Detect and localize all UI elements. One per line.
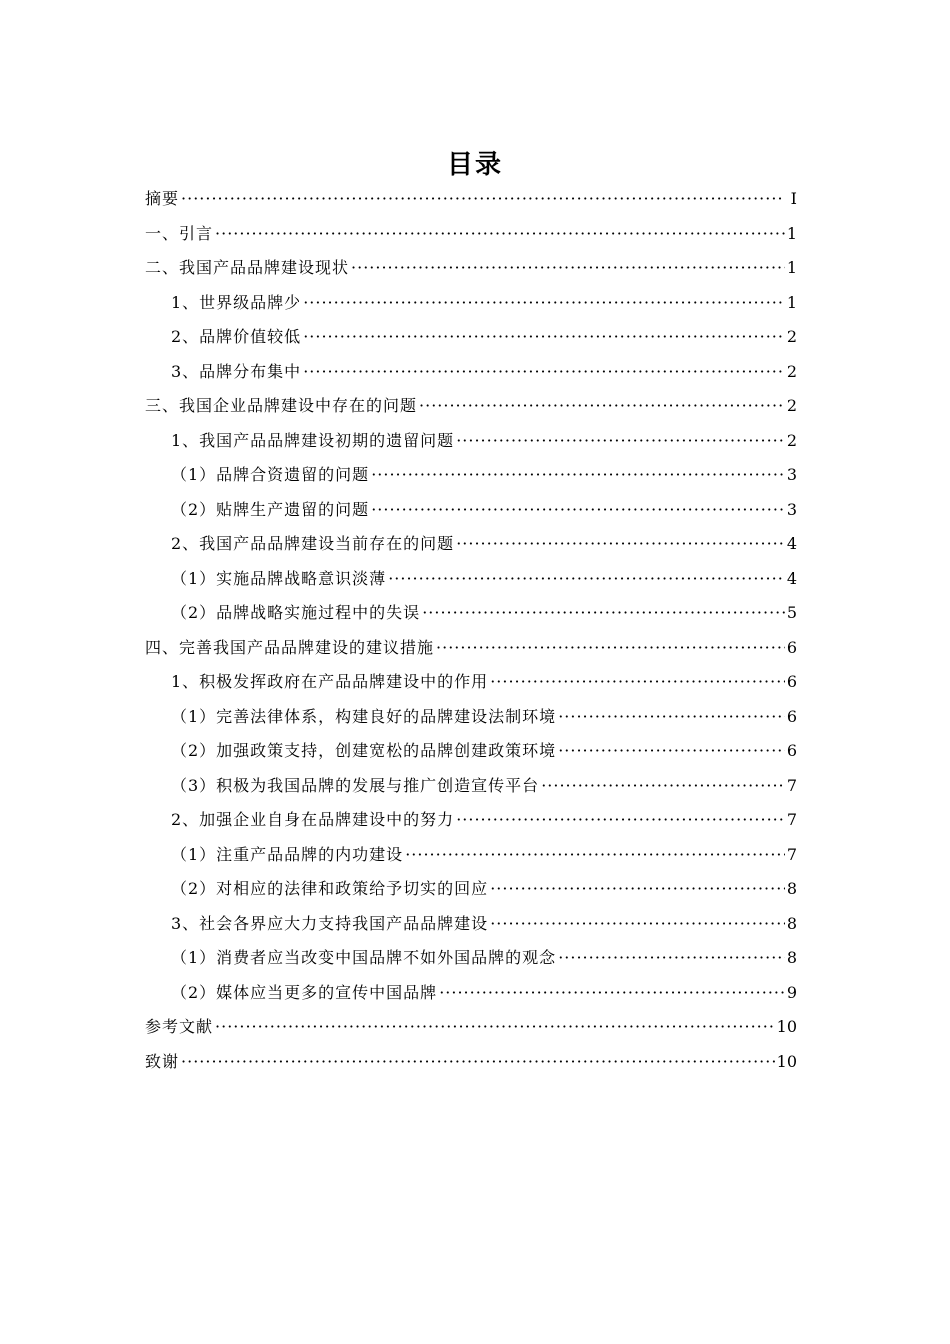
toc-leader-dots — [490, 665, 785, 700]
toc-entry-text: 2、我国产品品牌建设当前存在的问题 — [171, 534, 455, 553]
toc-leader-dots — [422, 596, 785, 631]
toc-entry-text: 参考文献 — [145, 1017, 214, 1036]
toc-page-number: 1 — [786, 292, 797, 312]
toc-page-number: 8 — [786, 913, 797, 933]
toc-leader-dots — [558, 734, 785, 769]
toc-entry-text: （2）对相应的法律和政策给予切实的回应 — [171, 879, 489, 898]
toc-entry-text: 一、引言 — [145, 223, 214, 243]
toc-leader-dots — [303, 355, 785, 390]
toc-page-number: 2 — [786, 361, 797, 381]
toc-entry[interactable] — [145, 286, 797, 321]
toc-page-number: 6 — [786, 672, 797, 691]
toc-page-number: 7 — [786, 775, 797, 795]
toc-leader-dots — [303, 286, 785, 321]
toc-entry-text: 3、品牌分布集中 — [171, 361, 302, 381]
toc-entry[interactable] — [145, 665, 797, 700]
toc-entry-text: （1）品牌合资遗留的问题 — [171, 465, 370, 484]
toc-page-number: 2 — [786, 396, 797, 415]
toc-page-number: 8 — [786, 879, 797, 898]
toc-page-number: 10 — [776, 1051, 797, 1071]
toc-leader-dots — [558, 700, 785, 735]
toc-leader-dots — [215, 1010, 775, 1045]
toc-page-number: 4 — [786, 568, 797, 588]
toc-page-number: 1 — [786, 223, 797, 243]
toc-entry[interactable] — [145, 355, 797, 390]
toc-entry-text: （2）品牌战略实施过程中的失误 — [171, 603, 421, 622]
toc-entry[interactable] — [145, 976, 797, 1011]
toc-entry[interactable] — [145, 700, 797, 735]
toc-leader-dots — [456, 527, 785, 562]
toc-leader-dots — [541, 769, 785, 804]
toc-entry[interactable] — [145, 458, 797, 493]
toc-page-number: I — [790, 189, 797, 208]
toc-entry-text: （2）加强政策支持，创建宽松的品牌创建政策环境 — [171, 741, 557, 760]
toc-entry-text: 1、世界级品牌少 — [171, 292, 302, 312]
toc-page-number: 7 — [786, 810, 797, 829]
toc-page-number: 9 — [786, 982, 797, 1002]
toc-entry[interactable] — [145, 389, 797, 424]
toc-entry[interactable] — [145, 734, 797, 769]
toc-leader-dots — [405, 838, 785, 873]
toc-leader-dots — [456, 424, 785, 459]
toc-leader-dots — [388, 562, 785, 597]
toc-leader-dots — [351, 251, 785, 286]
toc-entry[interactable] — [145, 769, 797, 804]
toc-entry-text: 1、积极发挥政府在产品品牌建设中的作用 — [171, 672, 489, 691]
table-of-contents — [145, 182, 797, 1079]
toc-entry[interactable] — [145, 1045, 797, 1080]
toc-leader-dots — [456, 803, 785, 838]
toc-entry[interactable] — [145, 493, 797, 528]
toc-page-number: 6 — [786, 741, 797, 760]
toc-entry[interactable] — [145, 803, 797, 838]
toc-leader-dots — [436, 631, 785, 666]
toc-leader-dots — [490, 907, 785, 942]
toc-entry[interactable] — [145, 217, 797, 252]
toc-entry-text: 二、我国产品品牌建设现状 — [145, 258, 350, 277]
toc-leader-dots — [439, 976, 785, 1011]
toc-entry-text: （2）媒体应当更多的宣传中国品牌 — [171, 982, 438, 1002]
toc-entry-text: （3）积极为我国品牌的发展与推广创造宣传平台 — [171, 775, 540, 795]
toc-entry-text: （1）注重产品品牌的内功建设 — [171, 844, 404, 864]
toc-leader-dots — [371, 458, 785, 493]
toc-entry-text: 四、完善我国产品品牌建设的建议措施 — [145, 637, 435, 657]
toc-entry-text: 摘要 — [145, 189, 180, 208]
toc-entry[interactable] — [145, 631, 797, 666]
toc-leader-dots — [419, 389, 785, 424]
toc-entry[interactable] — [145, 838, 797, 873]
toc-page-number: 3 — [786, 499, 797, 519]
toc-entry-text: 三、我国企业品牌建设中存在的问题 — [145, 396, 418, 415]
toc-entry[interactable] — [145, 251, 797, 286]
toc-page-number: 8 — [786, 948, 797, 967]
toc-leader-dots — [303, 320, 785, 355]
toc-page-number: 7 — [786, 844, 797, 864]
page-title: 目录 — [446, 150, 503, 181]
toc-entry[interactable] — [145, 424, 797, 459]
toc-entry[interactable] — [145, 907, 797, 942]
toc-entry[interactable] — [145, 320, 797, 355]
toc-entry-text: 2、加强企业自身在品牌建设中的努力 — [171, 810, 455, 829]
toc-entry-text: 1、我国产品品牌建设初期的遗留问题 — [171, 430, 455, 450]
toc-entry-text: 2、品牌价值较低 — [171, 327, 302, 346]
toc-entry[interactable] — [145, 527, 797, 562]
toc-page-number: 4 — [786, 534, 797, 553]
toc-page-number: 6 — [786, 637, 797, 657]
toc-leader-dots — [490, 872, 785, 907]
toc-entry-text: 致谢 — [145, 1051, 180, 1071]
toc-page-number: 6 — [786, 706, 797, 726]
toc-entry[interactable] — [145, 1010, 797, 1045]
toc-entry-text: （1）消费者应当改变中国品牌不如外国品牌的观念 — [171, 948, 557, 967]
toc-entry-text: 3、社会各界应大力支持我国产品品牌建设 — [171, 913, 489, 933]
toc-leader-dots — [215, 217, 785, 252]
toc-entry[interactable] — [145, 596, 797, 631]
toc-entry[interactable] — [145, 941, 797, 976]
toc-page-number: 3 — [786, 465, 797, 484]
toc-page-number: 10 — [776, 1017, 797, 1036]
toc-entry-text: （1）实施品牌战略意识淡薄 — [171, 568, 387, 588]
toc-leader-dots — [181, 1045, 775, 1080]
toc-leader-dots — [371, 493, 785, 528]
toc-page-number: 2 — [786, 430, 797, 450]
toc-entry[interactable] — [145, 182, 797, 217]
toc-page-number: 2 — [786, 327, 797, 346]
toc-leader-dots — [558, 941, 785, 976]
toc-page-number: 1 — [786, 258, 797, 277]
toc-leader-dots — [181, 182, 785, 217]
toc-page-number: 5 — [786, 603, 797, 622]
toc-entry-text: （1）完善法律体系，构建良好的品牌建设法制环境 — [171, 706, 557, 726]
toc-entry[interactable] — [145, 872, 797, 907]
toc-entry[interactable] — [145, 562, 797, 597]
toc-entry-text: （2）贴牌生产遗留的问题 — [171, 499, 370, 519]
